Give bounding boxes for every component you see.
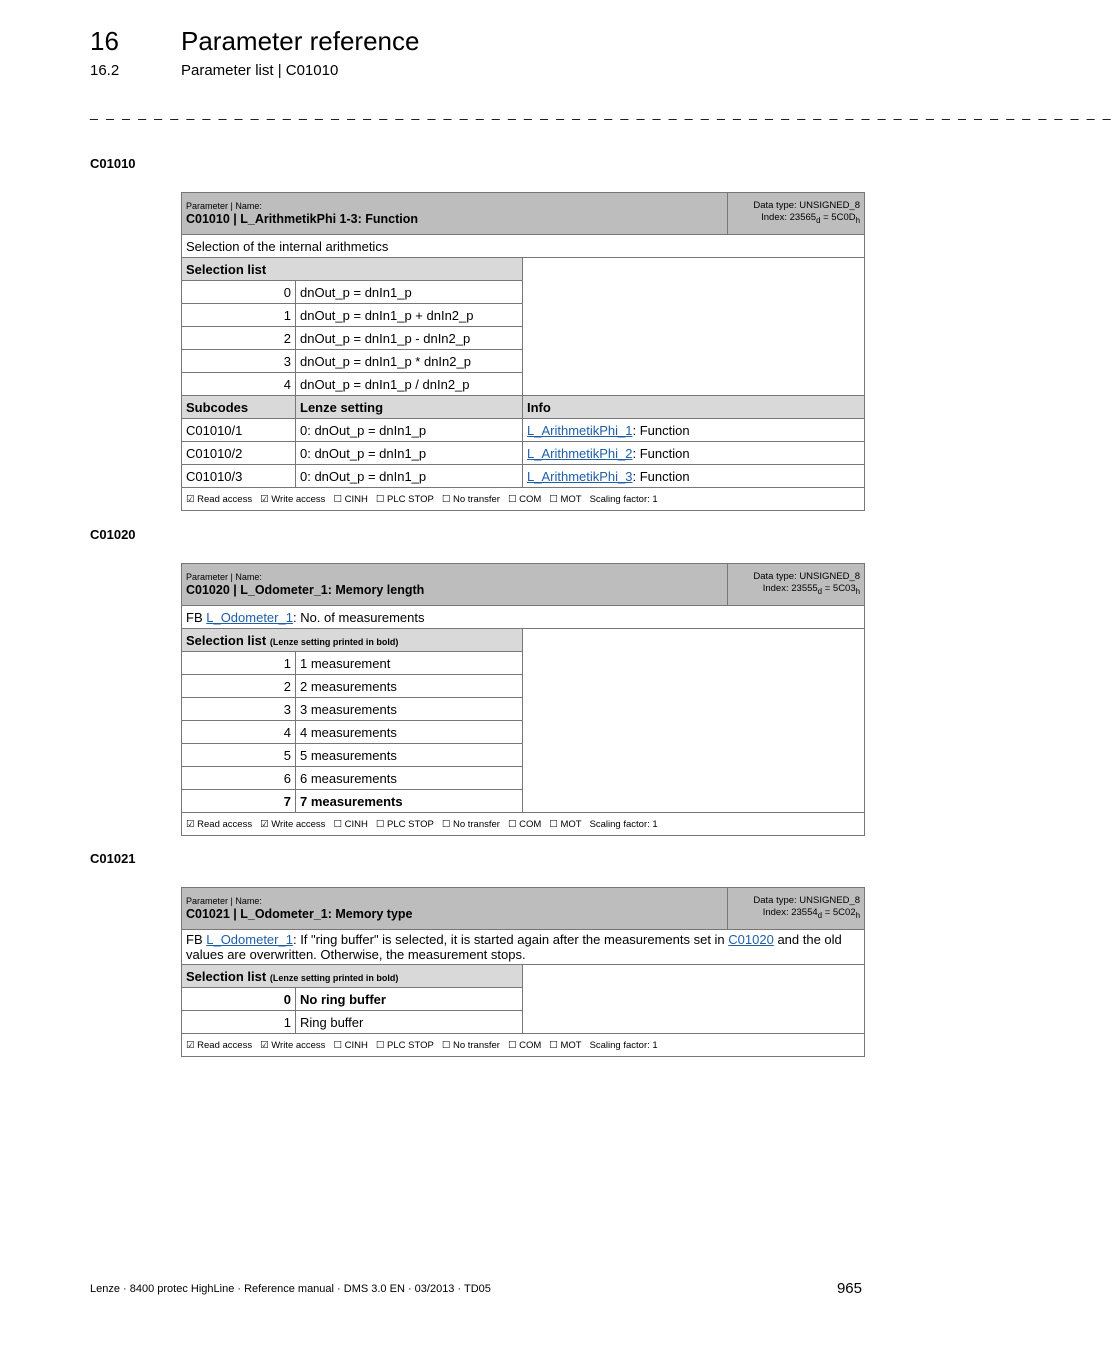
- section-number: 16.2: [90, 62, 120, 79]
- table-c01020: [181, 563, 865, 836]
- selection-text: dnOut_p = dnIn1_p / dnIn2_p: [296, 373, 523, 396]
- selection-text: dnOut_p = dnIn1_p - dnIn2_p: [296, 327, 523, 350]
- empty-cell: [523, 965, 865, 1034]
- page-number: 965: [836, 1280, 862, 1297]
- chapter-title: Parameter reference: [181, 26, 420, 56]
- index-value: Index: $23554_d = 5C02_h$: [762, 907, 861, 920]
- subcode: C01010/3: [182, 465, 296, 488]
- selection-text: 3 measurements: [296, 698, 523, 721]
- access-footer: ☑ Read access ☑ Write access ☐ CINH ☐ PLC STOP ☐ No transfer ☐ COM ☐ MOT Scaling factor: 1: [182, 488, 865, 511]
- selection-text: 4 measurements: [296, 721, 523, 744]
- description: Selection of the internal arithmetics: [182, 235, 865, 258]
- selection-text: dnOut_p = dnIn1_p * dnIn2_p: [296, 350, 523, 373]
- table-c01010: [181, 192, 865, 511]
- data-type-cell: [728, 564, 865, 606]
- selection-num-default: 0: [182, 988, 296, 1011]
- selection-text: Ring buffer: [296, 1011, 523, 1034]
- subcode: C01010/1: [182, 419, 296, 442]
- description: FB L_Odometer_1: If "ring buffer" is selected, it is started again after the measurements set in C01020 and the old values are overwritten. Otherwise, the measurement stops.: [182, 930, 865, 965]
- info-cell: L_ArithmetikPhi_1: Function: [523, 419, 865, 442]
- selection-text-default: 7 measurements: [296, 790, 523, 813]
- lenze-setting: 0: dnOut_p = dnIn1_p: [296, 419, 523, 442]
- param-name-cell: [182, 888, 728, 930]
- lenze-setting: 0: dnOut_p = dnIn1_p: [296, 465, 523, 488]
- col-lenze-setting: Lenze setting: [296, 396, 523, 419]
- info-cell: L_ArithmetikPhi_3: Function: [523, 465, 865, 488]
- data-type-cell: [728, 193, 865, 235]
- param-label: Parameter | Name:: [186, 572, 262, 582]
- param-name: C01010 | L_ArithmetikPhi 1-3: Function: [186, 212, 419, 226]
- index-value: Index: $23555_d = 5C03_h$: [762, 583, 861, 596]
- selection-text: 1 measurement: [296, 652, 523, 675]
- lenze-setting: 0: dnOut_p = dnIn1_p: [296, 442, 523, 465]
- empty-cell: [523, 258, 865, 396]
- param-name-cell: [182, 564, 728, 606]
- heading-c01010: C01010: [90, 156, 136, 171]
- selection-num: 1: [182, 1011, 296, 1034]
- header-divider: _ _ _ _ _ _ _ _ _ _ _ _ _ _ _ _ _ _ _ _ _ _ _ _ _ _ _ _ _ _ _ _ _ _ _ _ _ _ _ _ _ _ _ _ _ _ _ _ _ _ _ _ _ _ _ _ _ _ _ _ _ _ _ _: [90, 104, 1113, 120]
- access-footer: ☑ Read access ☑ Write access ☐ CINH ☐ PLC STOP ☐ No transfer ☐ COM ☐ MOT Scaling factor: 1: [182, 1034, 865, 1057]
- chapter-number: 16: [90, 26, 119, 56]
- footer-doc-info: Lenze · 8400 protec HighLine · Reference manual · DMS 3.0 EN · 03/2013 · TD05: [90, 1283, 491, 1295]
- selection-text: 2 measurements: [296, 675, 523, 698]
- param-name: C01020 | L_Odometer_1: Memory length: [186, 583, 425, 597]
- description: FB L_Odometer_1: No. of measurements: [182, 606, 865, 629]
- param-name-cell: [182, 193, 728, 235]
- selection-num: 2: [182, 327, 296, 350]
- c01020-link[interactable]: C01020: [728, 932, 774, 947]
- data-type: Data type: UNSIGNED_8: [753, 200, 860, 212]
- selection-text: 5 measurements: [296, 744, 523, 767]
- param-name: C01021 | L_Odometer_1: Memory type: [186, 907, 413, 921]
- selection-num: 2: [182, 675, 296, 698]
- selection-text-default: No ring buffer: [296, 988, 523, 1011]
- selection-num: 0: [182, 281, 296, 304]
- data-type: Data type: UNSIGNED_8: [753, 571, 861, 583]
- col-info: Info: [523, 396, 865, 419]
- index-value: Index: $23565_d = 5C0D_h$: [761, 212, 860, 225]
- selection-text: 6 measurements: [296, 767, 523, 790]
- selection-text: dnOut_p = dnIn1_p + dnIn2_p: [296, 304, 523, 327]
- info-link[interactable]: L_ArithmetikPhi_3: [527, 468, 633, 484]
- selection-num: 6: [182, 767, 296, 790]
- selection-num: 1: [182, 304, 296, 327]
- fb-link[interactable]: L_Odometer_1: [206, 932, 293, 947]
- param-label: Parameter | Name:: [186, 201, 262, 211]
- empty-cell: [523, 629, 865, 813]
- info-link[interactable]: L_ArithmetikPhi_2: [527, 445, 633, 461]
- selection-num-default: 7: [182, 790, 296, 813]
- access-footer: ☑ Read access ☑ Write access ☐ CINH ☐ PLC STOP ☐ No transfer ☐ COM ☐ MOT Scaling factor: 1: [182, 813, 865, 836]
- col-subcodes: Subcodes: [182, 396, 296, 419]
- subcode: C01010/2: [182, 442, 296, 465]
- selection-text: dnOut_p = dnIn1_p: [296, 281, 523, 304]
- selection-num: 3: [182, 350, 296, 373]
- table-c01021: [181, 887, 865, 1057]
- selection-num: 4: [182, 373, 296, 396]
- selection-num: 5: [182, 744, 296, 767]
- section-title: Parameter list | C01010: [181, 62, 339, 79]
- fb-link[interactable]: L_Odometer_1: [206, 609, 293, 625]
- selection-list-header: Selection list (Lenze setting printed in bold): [182, 629, 523, 652]
- info-cell: L_ArithmetikPhi_2: Function: [523, 442, 865, 465]
- selection-num: 4: [182, 721, 296, 744]
- heading-c01021: C01021: [90, 851, 136, 866]
- data-type-cell: [728, 888, 865, 930]
- info-link[interactable]: L_ArithmetikPhi_1: [527, 422, 633, 438]
- selection-num: 1: [182, 652, 296, 675]
- param-label: Parameter | Name:: [186, 896, 262, 906]
- selection-list-header: Selection list: [182, 258, 523, 281]
- selection-list-header: Selection list (Lenze setting printed in bold): [182, 965, 523, 988]
- data-type: Data type: UNSIGNED_8: [753, 895, 861, 907]
- selection-num: 3: [182, 698, 296, 721]
- heading-c01020: C01020: [90, 527, 136, 542]
